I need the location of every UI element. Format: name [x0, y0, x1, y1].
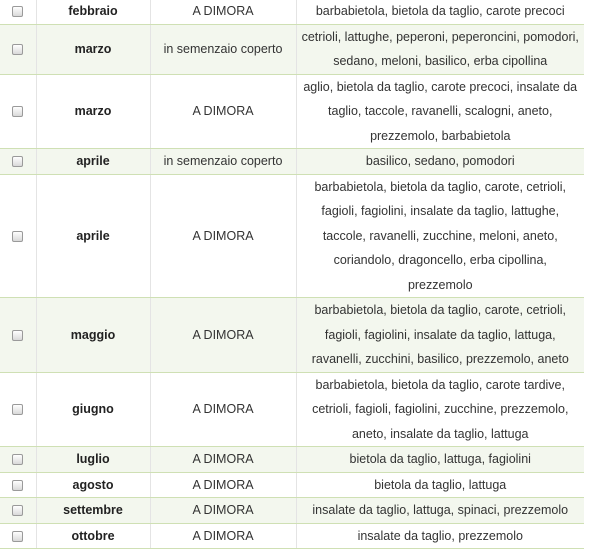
table-row [0, 523, 584, 549]
month-cell: maggio [36, 298, 150, 373]
sowing-place-cell: A DIMORA [150, 298, 296, 373]
row-select-cell [0, 24, 36, 74]
month-cell: agosto [36, 472, 150, 498]
month-cell: aprile [36, 174, 150, 298]
month-cell: ottobre [36, 523, 150, 549]
month-cell: aprile [36, 149, 150, 175]
table-row [0, 372, 584, 447]
month-cell: marzo [36, 74, 150, 149]
row-checkbox[interactable] [12, 480, 23, 491]
crops-cell: barbabietola, bietola da taglio, carote, cetrioli, fagioli, fagiolini, insalate da taglio, lattuga, ravanelli, zucchini, basilico, prezzemolo, aneto [296, 298, 584, 373]
sowing-place-cell: A DIMORA [150, 447, 296, 473]
row-select-cell [0, 372, 36, 447]
row-checkbox[interactable] [12, 6, 23, 17]
row-select-cell [0, 298, 36, 373]
crops-cell: barbabietola, bietola da taglio, carote, cetrioli, fagioli, fagiolini, insalate da taglio, lattughe, taccole, ravanelli, zucchine, meloni, aneto, coriandolo, dragoncello, erba cipollina, prezzemolo [296, 174, 584, 298]
row-checkbox[interactable] [12, 44, 23, 55]
row-checkbox[interactable] [12, 531, 23, 542]
sowing-place-cell: A DIMORA [150, 74, 296, 149]
sowing-place-cell: A DIMORA [150, 498, 296, 524]
table-row [0, 174, 584, 298]
crops-cell: basilico, sedano, pomodori [296, 149, 584, 175]
table-row [0, 298, 584, 373]
table-row [0, 498, 584, 524]
row-select-cell [0, 498, 36, 524]
row-select-cell [0, 74, 36, 149]
row-select-cell [0, 0, 36, 24]
crops-cell: insalate da taglio, prezzemolo [296, 523, 584, 549]
crops-cell: bietola da taglio, lattuga [296, 472, 584, 498]
table-row [0, 472, 584, 498]
table-row [0, 447, 584, 473]
month-cell: marzo [36, 24, 150, 74]
crops-cell: aglio, bietola da taglio, carote precoci, insalate da taglio, taccole, ravanelli, scalogni, aneto, prezzemolo, barbabietola [296, 74, 584, 149]
row-checkbox[interactable] [12, 106, 23, 117]
month-cell: settembre [36, 498, 150, 524]
sowing-place-cell: A DIMORA [150, 0, 296, 24]
sowing-place-cell: A DIMORA [150, 174, 296, 298]
table-row [0, 0, 584, 24]
month-cell: luglio [36, 447, 150, 473]
row-select-cell [0, 174, 36, 298]
row-checkbox[interactable] [12, 404, 23, 415]
row-select-cell [0, 472, 36, 498]
table-row [0, 74, 584, 149]
crops-cell: cetrioli, lattughe, peperoni, peperoncini, pomodori, sedano, meloni, basilico, erba cipollina [296, 24, 584, 74]
row-select-cell [0, 523, 36, 549]
table-row [0, 149, 584, 175]
crops-cell: bietola da taglio, lattuga, fagiolini [296, 447, 584, 473]
row-select-cell [0, 149, 36, 175]
row-checkbox[interactable] [12, 454, 23, 465]
table-row [0, 24, 584, 74]
row-checkbox[interactable] [12, 330, 23, 341]
month-cell: giugno [36, 372, 150, 447]
sowing-place-cell: A DIMORA [150, 372, 296, 447]
sowing-place-cell: in semenzaio coperto [150, 24, 296, 74]
sowing-place-cell: A DIMORA [150, 523, 296, 549]
row-select-cell [0, 447, 36, 473]
sowing-place-cell: in semenzaio coperto [150, 149, 296, 175]
row-checkbox[interactable] [12, 231, 23, 242]
month-cell: febbraio [36, 0, 150, 24]
row-checkbox[interactable] [12, 156, 23, 167]
sowing-place-cell: A DIMORA [150, 472, 296, 498]
crops-cell: barbabietola, bietola da taglio, carote precoci [296, 0, 584, 24]
row-checkbox[interactable] [12, 505, 23, 516]
crops-cell: barbabietola, bietola da taglio, carote tardive, cetrioli, fagioli, fagiolini, zucchine, prezzemolo, aneto, insalate da taglio, lattuga [296, 372, 584, 447]
crops-cell: insalate da taglio, lattuga, spinaci, prezzemolo [296, 498, 584, 524]
